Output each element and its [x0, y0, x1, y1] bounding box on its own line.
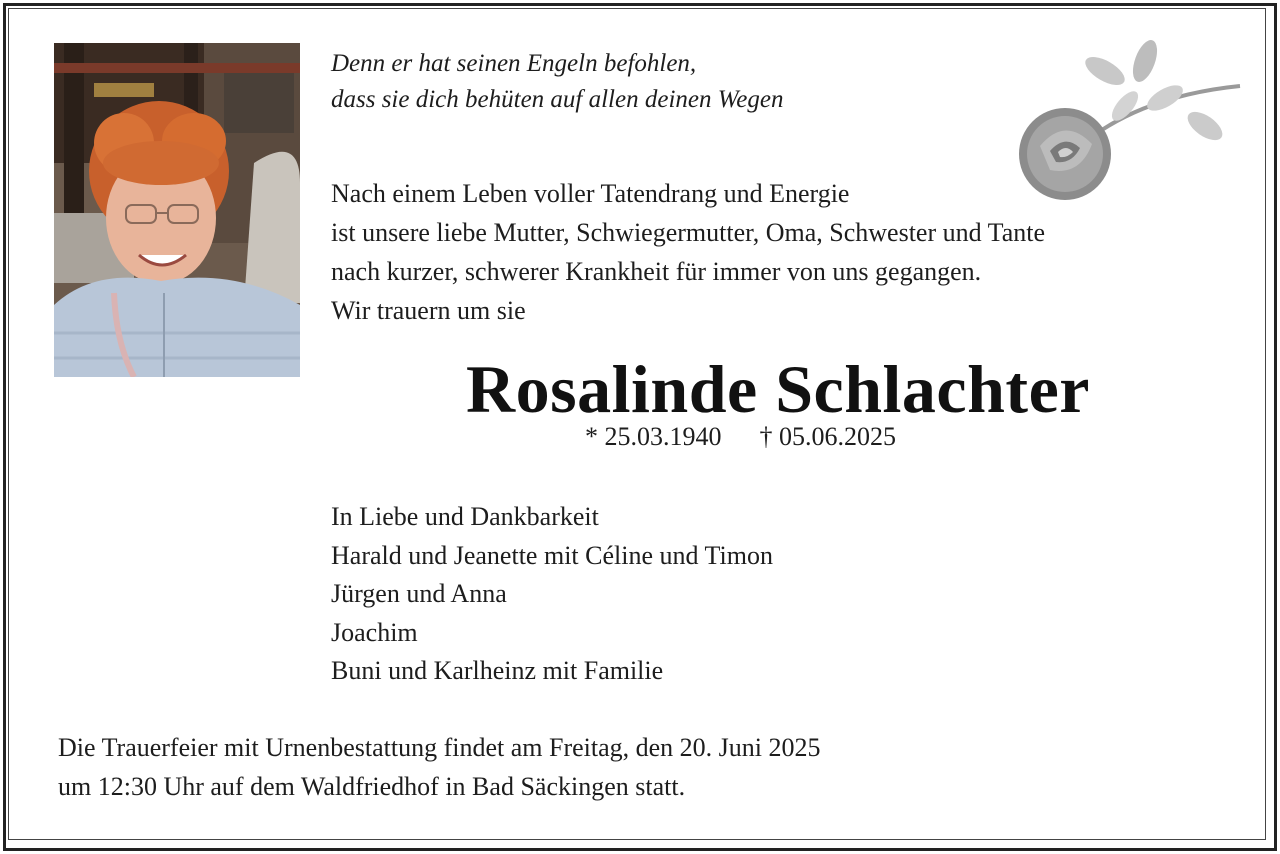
birth-date: * 25.03.1940: [585, 422, 722, 451]
mourner-line: In Liebe und Dankbarkeit: [331, 502, 599, 531]
verse-line: dass sie dich behüten auf allen deinen Wegen: [331, 86, 784, 113]
service-line: Die Trauerfeier mit Urnenbestattung findet am Freitag, den 20. Juni 2025: [58, 733, 821, 762]
funeral-service-info: [58, 728, 821, 806]
mourners-list: [331, 498, 773, 691]
announcement-line: nach kurzer, schwerer Krankheit für immer von uns gegangen.: [331, 257, 982, 286]
mourner-line: Jürgen und Anna: [331, 579, 507, 608]
life-dates: [585, 422, 896, 452]
verse-line: Denn er hat seinen Engeln befohlen,: [331, 50, 697, 77]
service-line: um 12:30 Uhr auf dem Waldfriedhof in Bad Säckingen statt.: [58, 772, 686, 801]
announcement-line: ist unsere liebe Mutter, Schwiegermutter, Oma, Schwester und Tante: [331, 218, 1046, 247]
mourner-line: Harald und Jeanette mit Céline und Timon: [331, 540, 773, 570]
death-date: † 05.06.2025: [759, 422, 896, 451]
rose-icon: [1010, 36, 1250, 202]
bible-verse: [331, 46, 783, 118]
announcement-line: Nach einem Leben voller Tatendrang und Energie: [331, 179, 850, 208]
mourner-line: Joachim: [331, 617, 418, 647]
mourner-line: Buni und Karlheinz mit Familie: [331, 656, 664, 685]
announcement-line: Wir trauern um sie: [331, 296, 526, 325]
deceased-name: Rosalinde Schlachter: [466, 351, 1090, 427]
announcement-text: [331, 174, 1045, 330]
portrait-photo: [54, 43, 300, 377]
